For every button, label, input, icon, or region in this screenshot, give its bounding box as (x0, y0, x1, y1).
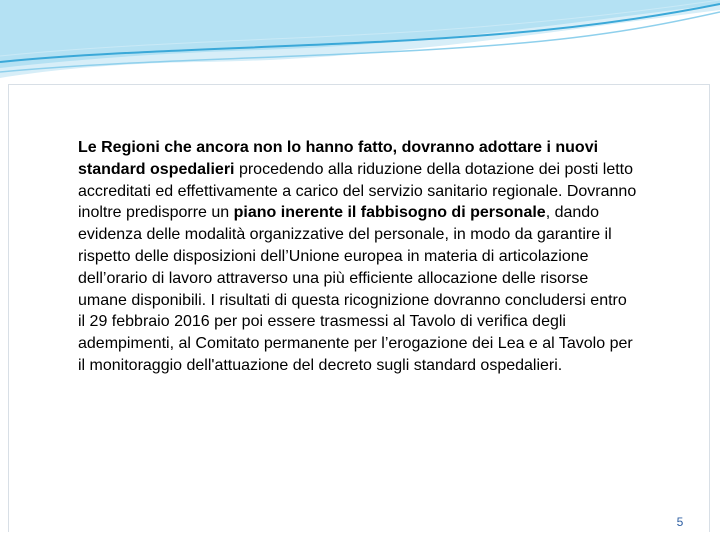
page-number: 5 (676, 515, 684, 529)
body-text-segment: procedendo alla riduzione della dotazione dei posti letto accreditati ed effettivamente a carico del servizio sanitario regionale. Dovranno inoltre predisporre un (78, 160, 637, 222)
bold-phrase-standard: Le Regioni che ancora non lo hanno fatto, dovranno adottare i nuovi standard ospedalieri (78, 139, 599, 178)
slide-body-text (78, 137, 638, 377)
bold-phrase-piano: piano inerente il fabbisogno di personale (233, 204, 546, 222)
header-wave-decoration (0, 0, 720, 90)
body-text-segment: , dando evidenza delle modalità organizzative del personale, in modo da garantire il rispetto delle disposizioni dell’Unione europea in materia di articolazione dell’orario di lavoro attraverso una più efficiente allocazione delle risorse umane disponibili. I risultati di questa ricognizione dovranno concludersi entro il 29 febbraio 2016 per poi essere trasmessi al Tavolo di verifica degli adempimenti, al Comitato permanente per l’erogazione dei Lea e al Tavolo per il monitoraggio dell'attuazione del decreto sugli standard ospedalieri. (78, 204, 633, 374)
